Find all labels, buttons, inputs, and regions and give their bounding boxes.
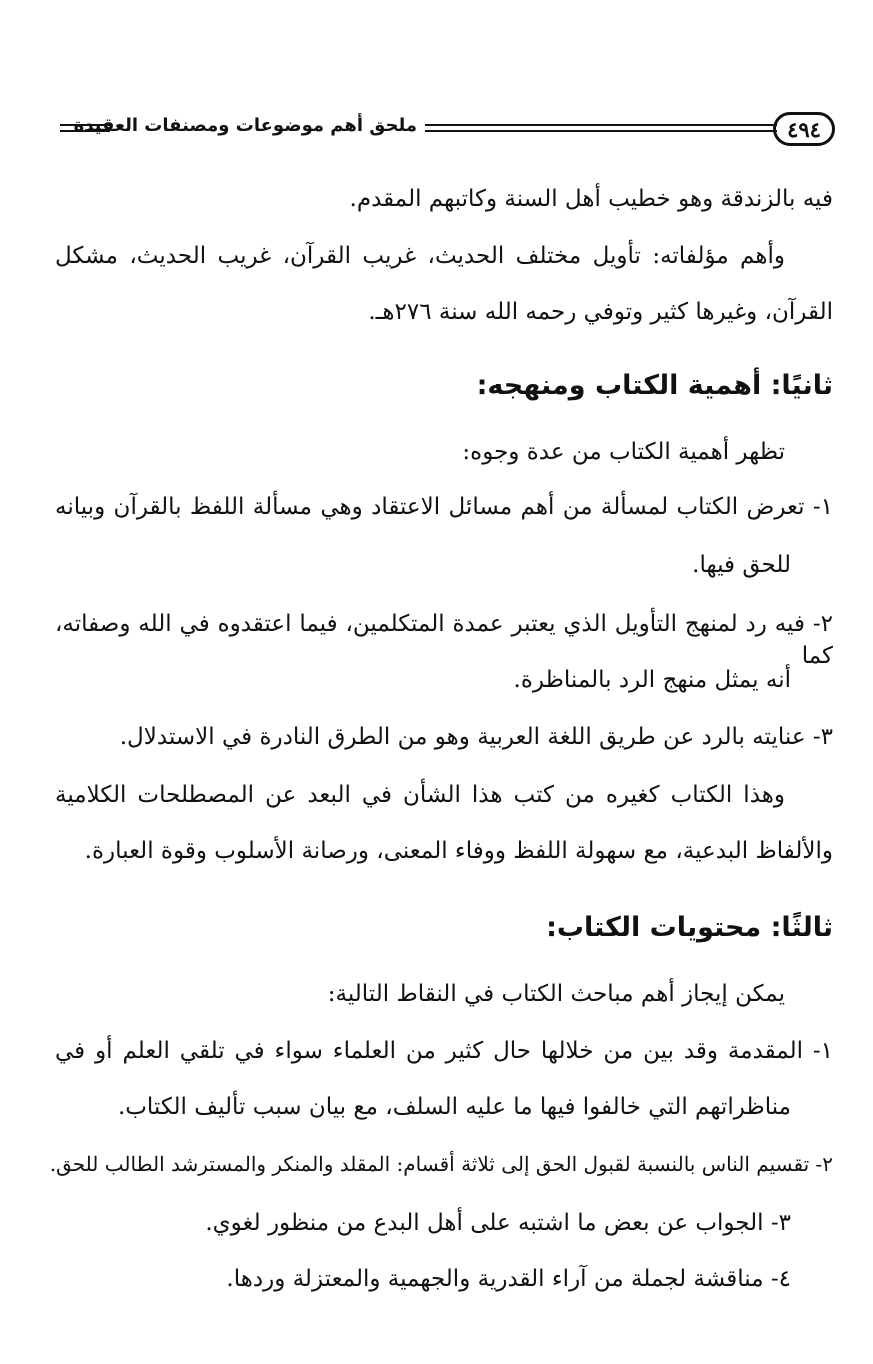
text-line: فيه بالزندقة وهو خطيب أهل السنة وكاتبهم المقدم. xyxy=(349,186,833,212)
text-line: القرآن، وغيرها كثير وتوفي رحمه الله سنة ٢٧٦هـ. xyxy=(368,299,833,325)
list-item: ٤- مناقشة لجملة من آراء القدرية والجهمية والمعتزلة وردها. xyxy=(226,1266,791,1292)
text-line: أنه يمثل منهج الرد بالمناظرة. xyxy=(513,667,791,693)
list-item: ١- تعرض الكتاب لمسألة من أهم مسائل الاعتقاد وهي مسألة اللفظ بالقرآن وبيانه xyxy=(55,494,833,520)
header-rule xyxy=(425,124,777,132)
text-line: وأهم مؤلفاته: تأويل مختلف الحديث، غريب القرآن، غريب الحديث، مشكل xyxy=(55,243,785,269)
text-line: تظهر أهمية الكتاب من عدة وجوه: xyxy=(462,439,785,465)
text-line: مناظراتهم التي خالفوا فيها ما عليه السلف، مع بيان سبب تأليف الكتاب. xyxy=(117,1094,791,1120)
list-item: ٢- فيه رد لمنهج التأويل الذي يعتبر عمدة المتكلمين، فيما اعتقدوه في الله وصفاته، كما xyxy=(55,611,833,669)
list-item: ٣- الجواب عن بعض ما اشتبه على أهل البدع من منظور لغوي. xyxy=(205,1210,791,1236)
text-line: وهذا الكتاب كغيره من كتب هذا الشأن في البعد عن المصطلحات الكلامية xyxy=(55,782,785,808)
section-heading-2 xyxy=(477,370,833,402)
heading-ordinal: ثانيًا: xyxy=(770,370,833,401)
list-item: ٢- تقسيم الناس بالنسبة لقبول الحق إلى ثلاثة أقسام: المقلد والمنكر والمسترشد الطالب للحق. xyxy=(49,1152,833,1176)
text-line: يمكن إيجاز أهم مباحث الكتاب في النقاط التالية: xyxy=(327,981,785,1007)
page-number-badge: ٤٩٤ xyxy=(773,112,835,146)
text-line: والألفاظ البدعية، مع سهولة اللفظ ووفاء المعنى، ورصانة الأسلوب وقوة العبارة. xyxy=(84,838,833,864)
running-title: ملحق أهم موضوعات ومصنفات العقيدة xyxy=(73,115,417,136)
heading-text: محتويات الكتاب: xyxy=(546,912,762,943)
text-line: للحق فيها. xyxy=(692,552,791,578)
list-item: ١- المقدمة وقد بين من خلالها حال كثير من العلماء سواء في تلقي العلم أو في xyxy=(55,1038,833,1064)
page-header xyxy=(60,112,835,152)
section-heading-3 xyxy=(546,912,833,944)
heading-ordinal: ثالثًا: xyxy=(770,912,833,943)
heading-text: أهمية الكتاب ومنهجه: xyxy=(476,370,762,401)
header-rule-end xyxy=(60,124,110,132)
list-item: ٣- عنايته بالرد عن طريق اللغة العربية وهو من الطرق النادرة في الاستدلال. xyxy=(119,724,833,750)
